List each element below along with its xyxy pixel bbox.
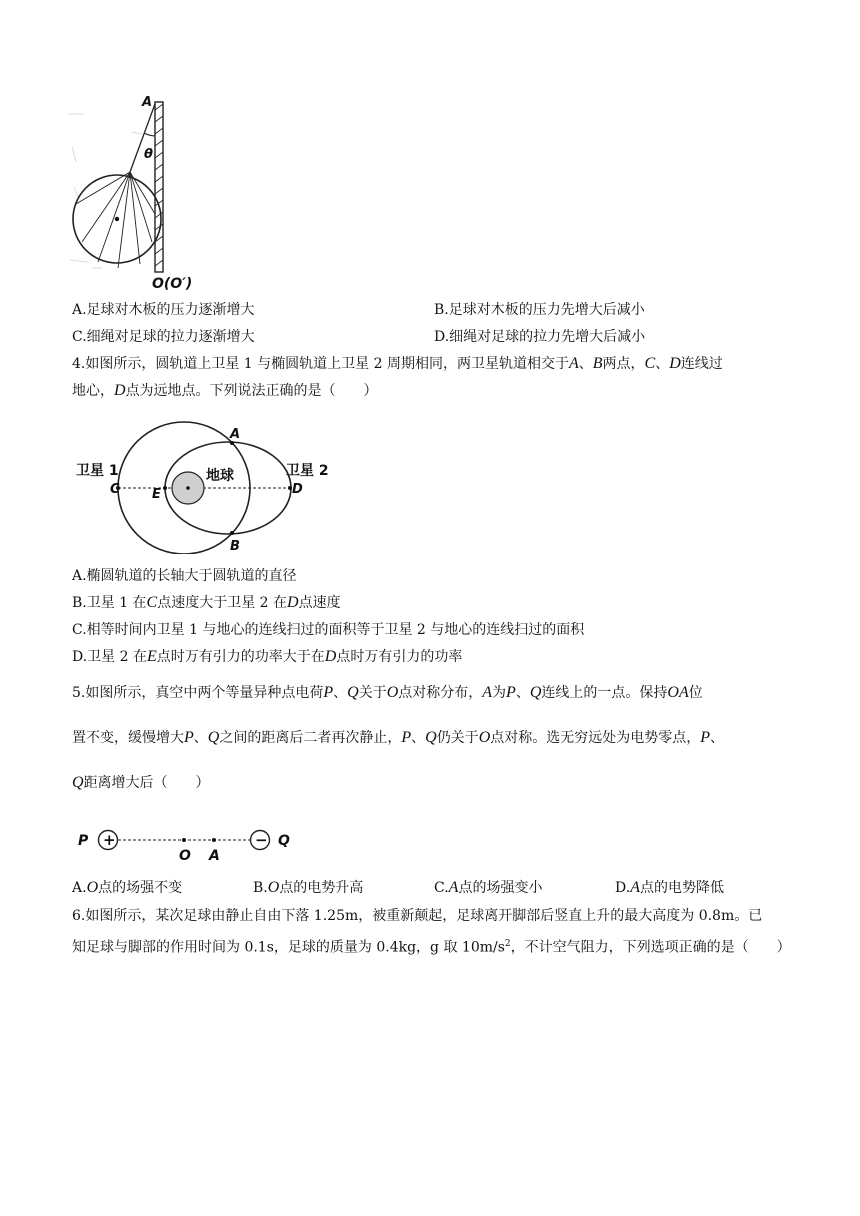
label-C: C <box>110 482 120 497</box>
q4-option-d: D.卫星 2 在E点时万有引力的功率大于在D点时万有引力的功率 <box>72 648 463 665</box>
label-A: A <box>209 848 220 862</box>
q5-stem-line-2: 置不变，缓慢增大P、Q之间的距离后二者再次静止，P、Q仍关于O点对称。选无穷远处为电势零点，P、 <box>72 729 725 746</box>
q4-orbit-figure <box>72 418 342 554</box>
q6-stem-line-1: 6.如图所示，某次足球由静止自由下落 1.25m，被重新颠起，足球离开脚部后竖直上升的最大高度为 0.8m。已 <box>72 908 763 924</box>
q4-option-b: B.卫星 1 在C点速度大于卫星 2 在D点速度 <box>72 594 341 611</box>
q4-option-c: C.相等时间内卫星 1 与地心的连线扫过的面积等于卫星 2 与地心的连线扫过的面积 <box>72 622 585 638</box>
point-O <box>182 838 186 842</box>
q5-option-c: C.A点的场强变小 <box>434 879 543 896</box>
label-A: A <box>230 427 241 442</box>
label-theta: θ <box>144 147 153 162</box>
label-B: B <box>230 539 240 554</box>
theta-arc <box>144 133 155 136</box>
ball-center <box>115 217 119 221</box>
minus-sign: − <box>255 831 268 849</box>
label-D: D <box>292 482 303 497</box>
label-Q: Q <box>278 833 290 849</box>
q5-option-b: B.O点的电势升高 <box>253 879 364 896</box>
q5-stem-line-1: 5.如图所示，真空中两个等量异种点电荷P、Q关于O点对称分布，A为P、Q连线上的一点。保持OA位 <box>72 684 703 701</box>
label-P: P <box>78 833 89 849</box>
q5-charges-figure <box>72 822 312 862</box>
q3-option-c: C.细绳对足球的拉力逐渐增大 <box>72 329 255 345</box>
q4-stem-line-2: 地心，D点为远地点。下列说法正确的是（ ） <box>72 382 378 399</box>
q5-stem-line-3: Q距离增大后（ ） <box>72 774 210 791</box>
q3-option-b: B.足球对木板的压力先增大后减小 <box>434 302 645 318</box>
label-earth: 地球 <box>206 468 234 484</box>
plus-sign: + <box>103 831 116 849</box>
q5-option-a: A.O点的场强不变 <box>72 879 183 896</box>
q4-stem-line-1: 4.如图所示，圆轨道上卫星 1 与椭圆轨道上卫星 2 周期相同，两卫星轨道相交于A、B两点，C、D连线过 <box>72 355 723 372</box>
q3-option-a: A.足球对木板的压力逐渐增大 <box>72 302 255 318</box>
label-A: A <box>142 95 153 110</box>
q6-stem-line-2: 知足球与脚部的作用时间为 0.1s，足球的质量为 0.4kg，g 取 $10m/s^2$，不计空气阻力，下列选项正确的是（ ） <box>72 939 791 956</box>
label-sat2: 卫星 2 <box>286 463 329 479</box>
earth-center <box>186 486 190 490</box>
wooden-board <box>155 102 163 272</box>
q4-option-a: A.椭圆轨道的长轴大于圆轨道的直径 <box>72 568 297 584</box>
q3-option-d: D.细绳对足球的拉力先增大后减小 <box>434 329 646 345</box>
q3-figure <box>62 92 232 292</box>
label-O: O(O′) <box>152 276 193 292</box>
label-sat1: 卫星 1 <box>76 463 119 479</box>
label-O: O <box>179 848 191 862</box>
label-E: E <box>152 487 161 502</box>
point-A <box>212 838 216 842</box>
q5-option-d: D.A点的电势降低 <box>615 879 724 896</box>
